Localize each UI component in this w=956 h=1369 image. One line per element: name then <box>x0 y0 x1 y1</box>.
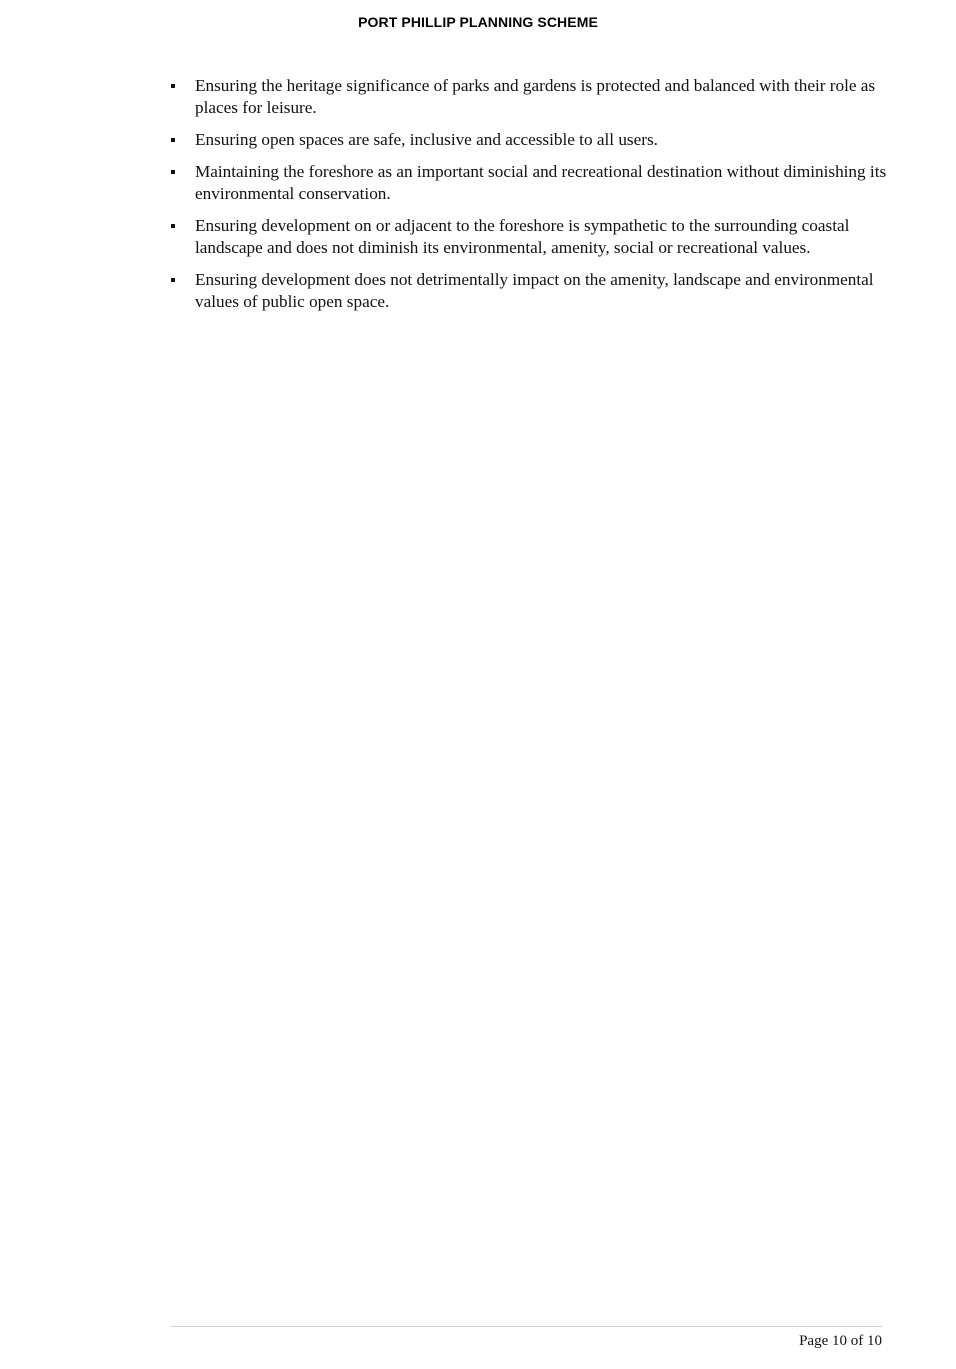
page-header-title: PORT PHILLIP PLANNING SCHEME <box>358 14 598 30</box>
objectives-list <box>168 75 888 323</box>
bullet-icon <box>171 170 175 174</box>
bullet-icon <box>171 84 175 88</box>
bullet-icon <box>171 278 175 282</box>
list-item <box>168 129 888 151</box>
list-item <box>168 269 888 313</box>
footer-divider <box>171 1326 882 1327</box>
list-item <box>168 75 888 119</box>
bullet-icon <box>171 224 175 228</box>
list-item-text: Ensuring development on or adjacent to the foreshore is sympathetic to the surrounding coastal landscape and does not diminish its environmental, amenity, social or recreational values. <box>195 216 850 257</box>
list-item <box>168 161 888 205</box>
list-item-text: Ensuring development does not detrimentally impact on the amenity, landscape and environmental values of public open space. <box>195 270 874 311</box>
list-item-text: Ensuring open spaces are safe, inclusive and accessible to all users. <box>195 130 658 149</box>
list-item <box>168 215 888 259</box>
bullet-icon <box>171 138 175 142</box>
list-item-text: Maintaining the foreshore as an important social and recreational destination without diminishing its environmental conservation. <box>195 162 887 203</box>
page-number: Page 10 of 10 <box>799 1333 882 1349</box>
list-item-text: Ensuring the heritage significance of parks and gardens is protected and balanced with their role as places for leisure. <box>195 76 876 117</box>
